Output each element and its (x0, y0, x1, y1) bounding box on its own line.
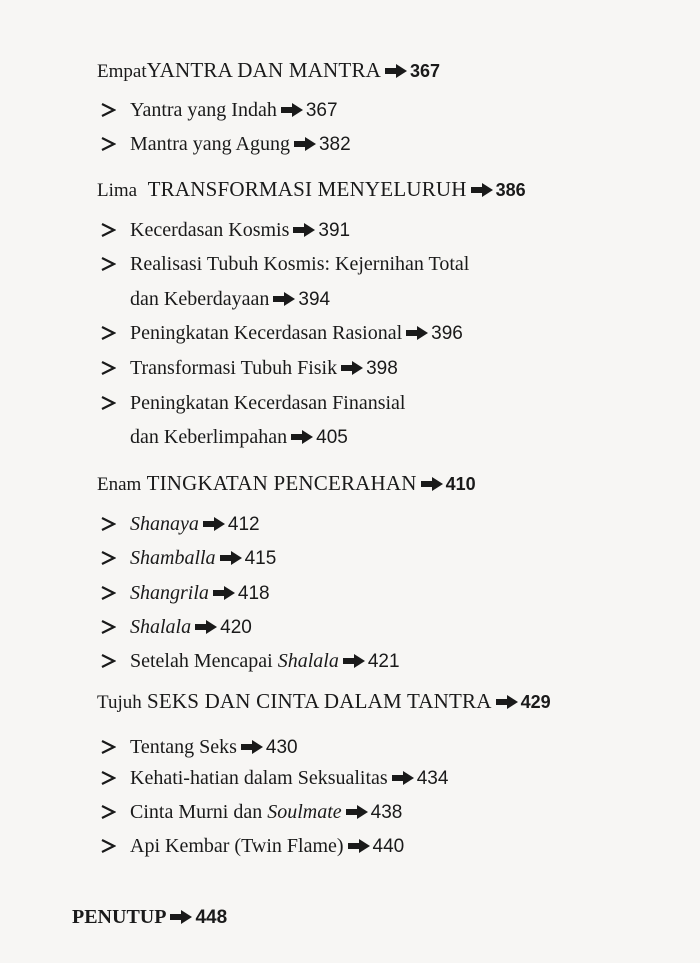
toc-entry (100, 219, 350, 242)
page-number: 421 (367, 651, 400, 672)
chapter-heading (97, 689, 551, 714)
chapter-heading (97, 58, 440, 83)
entry-label: Shalala (130, 616, 192, 638)
right-arrow-icon (406, 326, 428, 340)
right-arrow-icon (170, 910, 192, 924)
toc-entry (100, 253, 469, 276)
right-arrow-icon (392, 771, 414, 785)
closing-title: PENUTUP (72, 906, 167, 928)
toc-entry (100, 582, 270, 605)
toc-entry (100, 392, 405, 415)
toc-entry (100, 99, 338, 122)
right-arrow-icon (294, 137, 316, 151)
closing-heading (72, 906, 227, 929)
chapter-number: Tujuh (97, 692, 142, 713)
entry-label: Setelah Mencapai (130, 650, 273, 672)
page-number: 396 (431, 323, 463, 344)
page-number: 391 (318, 220, 351, 241)
entry-label-italic: Shalala (277, 650, 339, 672)
triangle-bullet-icon (100, 770, 116, 786)
page-number: 448 (195, 907, 228, 928)
right-arrow-icon (341, 361, 363, 375)
right-arrow-icon (385, 64, 407, 78)
toc-entry (100, 801, 402, 824)
triangle-bullet-icon (100, 653, 116, 669)
page-number: 415 (244, 548, 277, 569)
toc-entry-continuation (130, 426, 348, 449)
page-number: 420 (220, 617, 252, 638)
entry-label: Kehati-hatian dalam Seksualitas (130, 767, 388, 789)
entry-label: Yantra yang Indah (130, 99, 277, 121)
toc-entry (100, 835, 404, 858)
page-number: 386 (495, 180, 526, 200)
entry-label: Shangrila (130, 582, 209, 604)
page-number: 410 (445, 474, 476, 494)
chapter-heading (97, 177, 526, 202)
triangle-bullet-icon (100, 136, 116, 152)
triangle-bullet-icon (100, 804, 116, 820)
entry-label: Transformasi Tubuh Fisik (130, 357, 338, 379)
chapter-title: TINGKATAN PENCERAHAN (146, 471, 417, 495)
entry-label: Shanaya (130, 513, 199, 535)
triangle-bullet-icon (100, 619, 116, 635)
chapter-number: Lima (97, 180, 138, 201)
right-arrow-icon (421, 477, 443, 491)
entry-label: Peningkatan Kecerdasan Finansial (130, 392, 406, 414)
right-arrow-icon (281, 103, 303, 117)
entry-label: Peningkatan Kecerdasan Rasional (130, 322, 403, 344)
right-arrow-icon (203, 517, 225, 531)
toc-entry (100, 736, 298, 759)
page-number: 398 (366, 358, 398, 379)
triangle-bullet-icon (100, 222, 116, 238)
page-number: 382 (318, 134, 351, 155)
entry-label-continuation: dan Keberlimpahan (130, 426, 288, 448)
page-number: 367 (305, 100, 338, 121)
triangle-bullet-icon (100, 102, 116, 118)
chapter-number: Empat (97, 61, 147, 82)
triangle-bullet-icon (100, 325, 116, 341)
page-number: 438 (370, 802, 403, 823)
toc-entry (100, 357, 398, 380)
entry-label: Cinta Murni dan (130, 801, 263, 823)
toc-entry (100, 513, 260, 536)
triangle-bullet-icon (100, 550, 116, 566)
right-arrow-icon (241, 740, 263, 754)
triangle-bullet-icon (100, 585, 116, 601)
page-number: 440 (372, 836, 405, 857)
chapter-title: SEKS DAN CINTA DALAM TANTRA (146, 689, 492, 713)
triangle-bullet-icon (100, 395, 116, 411)
toc-entry (100, 322, 463, 345)
right-arrow-icon (293, 223, 315, 237)
chapter-title: TRANSFORMASI MENYELURUH (147, 177, 467, 201)
entry-label-continuation: dan Keberdayaan (130, 288, 270, 310)
chapter-heading (97, 471, 476, 496)
toc-entry (100, 650, 400, 673)
entry-label: Mantra yang Agung (130, 133, 290, 155)
right-arrow-icon (343, 654, 365, 668)
entry-label: Tentang Seks (130, 736, 237, 758)
triangle-bullet-icon (100, 739, 116, 755)
chapter-title: YANTRA DAN MANTRA (146, 58, 382, 82)
page-number: 430 (265, 737, 298, 758)
page-number: 429 (520, 692, 551, 712)
entry-label: Shamballa (130, 547, 216, 569)
toc-entry (100, 767, 448, 790)
page-number: 412 (227, 514, 260, 535)
triangle-bullet-icon (100, 360, 116, 376)
right-arrow-icon (195, 620, 217, 634)
right-arrow-icon (220, 551, 242, 565)
page-number: 394 (298, 289, 331, 310)
right-arrow-icon (471, 183, 493, 197)
toc-entry (100, 133, 351, 156)
entry-label: Kecerdasan Kosmis (130, 219, 290, 241)
entry-label: Api Kembar (Twin Flame) (130, 835, 344, 857)
toc-entry-continuation (130, 288, 330, 311)
right-arrow-icon (348, 839, 370, 853)
page-number: 434 (416, 768, 449, 789)
toc-entry (100, 616, 252, 639)
page-number: 418 (237, 583, 270, 604)
right-arrow-icon (496, 695, 518, 709)
entry-label-italic: Soulmate (267, 801, 342, 823)
triangle-bullet-icon (100, 516, 116, 532)
entry-label: Realisasi Tubuh Kosmis: Kejernihan Total (130, 253, 470, 275)
right-arrow-icon (291, 430, 313, 444)
page-number: 405 (316, 427, 348, 448)
triangle-bullet-icon (100, 838, 116, 854)
right-arrow-icon (273, 292, 295, 306)
right-arrow-icon (213, 586, 235, 600)
right-arrow-icon (346, 805, 368, 819)
page-number: 367 (410, 61, 441, 81)
toc-entry (100, 547, 276, 570)
chapter-number: Enam (97, 474, 142, 495)
triangle-bullet-icon (100, 256, 116, 272)
